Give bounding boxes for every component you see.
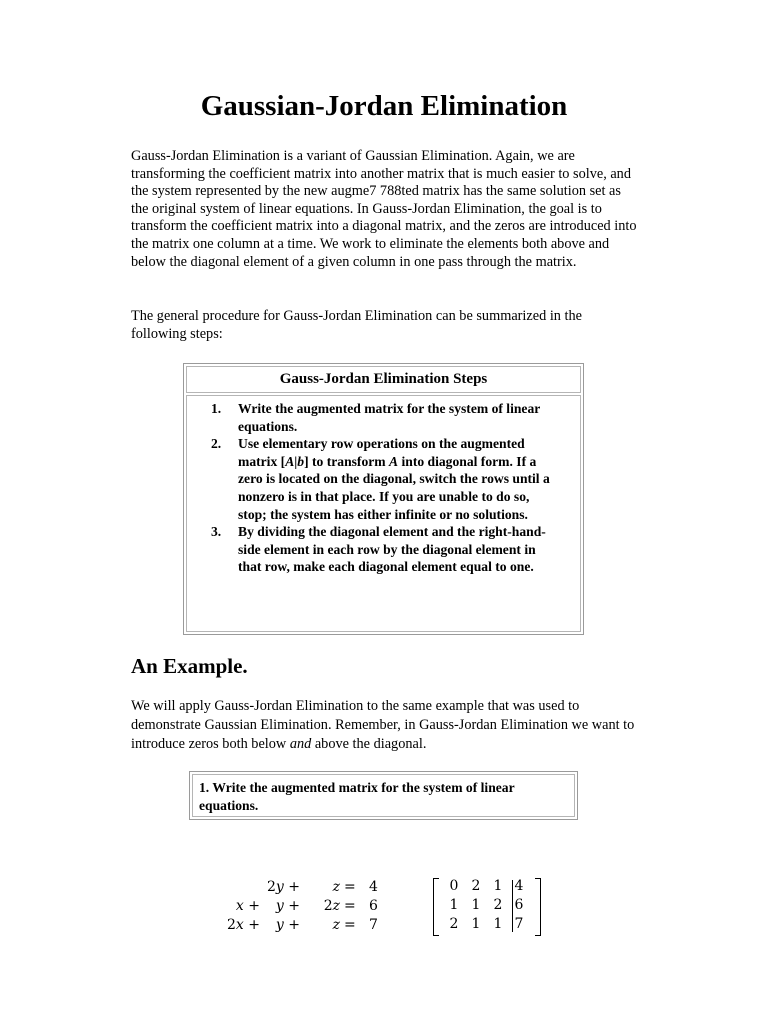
procedure-paragraph: The general procedure for Gauss-Jordan Elimination can be summarized in the following steps: xyxy=(131,308,582,342)
page-title: Gaussian-Jordan Elimination xyxy=(200,90,568,122)
steps-list xyxy=(211,400,561,576)
matrix-rhs-cell: 6 xyxy=(514,897,524,913)
equation-term: z xyxy=(332,917,340,933)
step-text-part: Use elementary row operations on the augmented matrix [ xyxy=(238,436,525,469)
step1-table xyxy=(189,771,578,820)
steps-table-body xyxy=(186,395,581,632)
equation-row xyxy=(225,897,384,916)
step1-text: 1. Write the augmented matrix for the system of linear equations. xyxy=(192,774,575,817)
equation-row xyxy=(225,916,384,935)
equation-term: y + xyxy=(275,898,300,914)
matrix-cell: 2 xyxy=(471,878,481,894)
matrix-rhs-cell: 7 xyxy=(514,916,524,932)
step-text: By dividing the diagonal element and the right-hand-side element in each row by the diagonal element in that row, make each diagonal element equal to one. xyxy=(238,524,546,575)
step-text: Write the augmented matrix for the system of linear equations. xyxy=(238,401,541,434)
equation-rhs: 4 xyxy=(369,879,378,895)
step-item-3 xyxy=(211,523,561,576)
math-var-b: b xyxy=(297,453,305,469)
step-text-part: ] to transform xyxy=(304,453,389,469)
step-number: 1. xyxy=(211,401,222,416)
equation-term: y + xyxy=(275,917,300,933)
example-paragraph xyxy=(131,697,641,754)
augmented-matrix xyxy=(433,876,541,936)
equals-sign: = xyxy=(344,898,356,914)
matrix-cell: 1 xyxy=(493,916,503,932)
example-emphasis: and xyxy=(289,736,312,752)
math-separator: | xyxy=(294,453,298,469)
math-var-a: A xyxy=(389,453,399,469)
matrix-cell: 1 xyxy=(449,897,459,913)
example-text-part: above the diagonal. xyxy=(311,736,427,752)
equation-row xyxy=(225,878,384,897)
equation-term: 2x + xyxy=(226,917,260,933)
equation-term: 2y + xyxy=(266,879,300,895)
matrix-row xyxy=(443,896,529,915)
equation-rhs: 7 xyxy=(369,917,378,933)
equation-rhs: 6 xyxy=(369,898,378,914)
matrix-cell: 1 xyxy=(471,916,481,932)
step-item-1 xyxy=(211,400,561,435)
step-number: 3. xyxy=(211,524,222,540)
equals-sign: = xyxy=(344,917,356,933)
matrix-row xyxy=(443,877,529,896)
steps-table-heading: Gauss-Jordan Elimination Steps xyxy=(186,366,581,393)
linear-system xyxy=(225,878,384,935)
matrix-right-bracket xyxy=(535,878,541,936)
matrix-rhs-cell: 4 xyxy=(514,878,524,894)
equation-term: x + xyxy=(235,898,260,914)
matrix-row xyxy=(443,915,529,934)
step-item-2 xyxy=(211,435,561,523)
equals-sign: = xyxy=(344,879,356,895)
step-text-part: into diagonal form. If a zero is located on the diagonal, switch the rows until a nonzero is in that place. If you are unable to do so, stop; the system has either infinite or no solutions. xyxy=(238,453,550,522)
example-text-part: We will apply Gauss-Jordan Elimination to the same example that was used to demonstrate Gaussian Elimination. Remember, in Gauss-Jordan Elimination we want to introduce zeros both below xyxy=(131,698,635,752)
matrix-cell: 1 xyxy=(493,878,503,894)
example-heading: An Example. xyxy=(131,654,248,678)
intro-paragraph: Gauss-Jordan Elimination is a variant of Gaussian Elimination. Again, we are transforming the coefficient matrix into another matrix that is much easier to solve, and the system represented by the new augme7 788ted matrix has the same solution set as the original system of linear equations. In Gauss-Jordan Elimination, the goal is to transform the coefficient matrix into a diagonal matrix, and the zeros are introduced into the matrix one column at a time. We work to eliminate the elements both above and below the diagonal element of a given column in one pass through the matrix. xyxy=(131,148,637,270)
equation-term: z xyxy=(332,879,340,895)
matrix-cell: 1 xyxy=(471,897,481,913)
matrix-cell: 0 xyxy=(449,878,459,894)
steps-table xyxy=(183,363,584,635)
step-number: 2. xyxy=(211,436,222,452)
math-var-a: A xyxy=(285,453,295,469)
matrix-left-bracket xyxy=(433,878,439,936)
matrix-cell: 2 xyxy=(449,916,459,932)
equation-term: 2z xyxy=(323,898,340,914)
matrix-cell: 2 xyxy=(493,897,503,913)
